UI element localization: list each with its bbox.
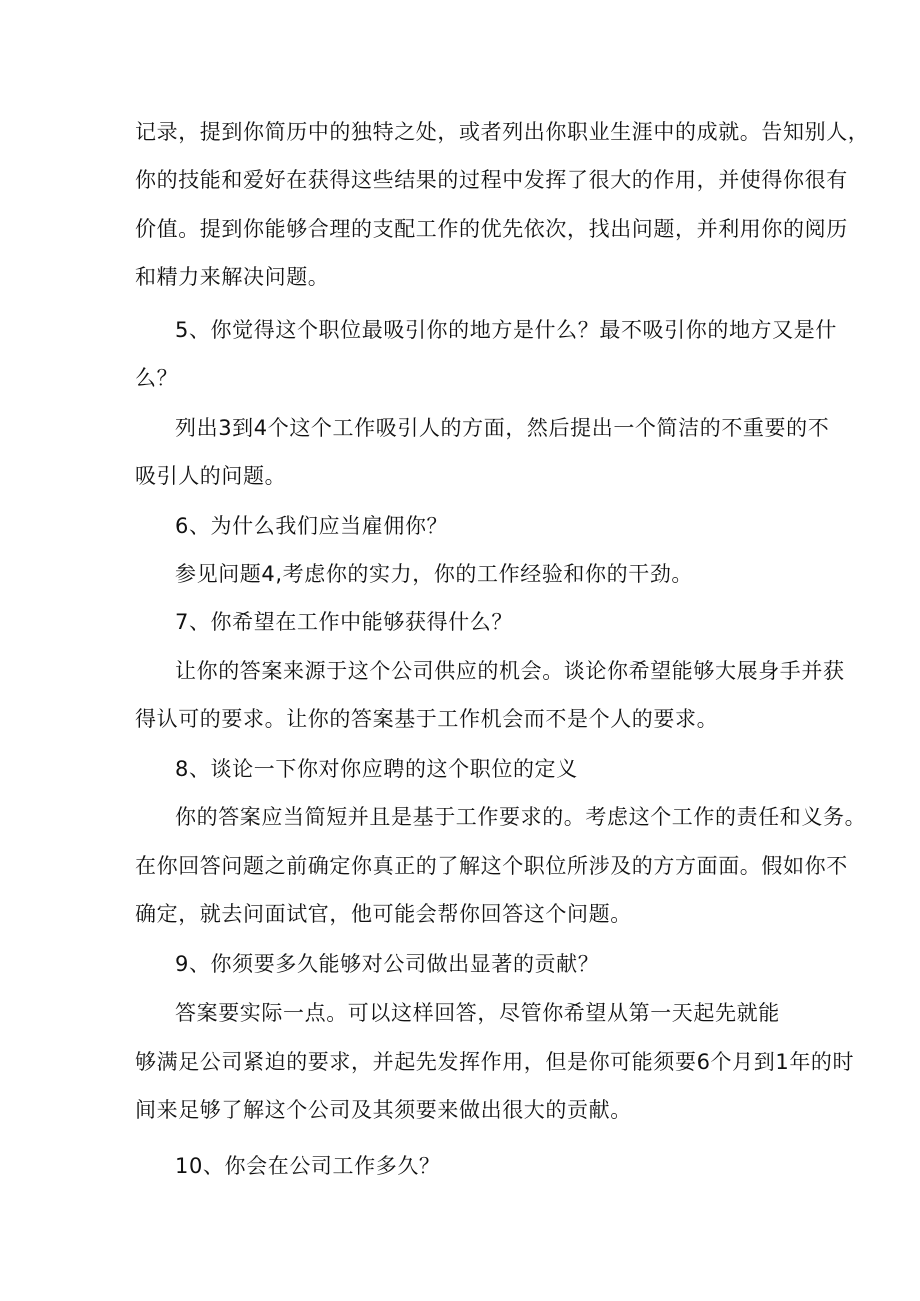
question-heading: 7、你希望在工作中能够获得什么？ [175, 610, 513, 634]
question-heading: 5、你觉得这个职位最吸引你的地方是什么？最不吸引你的地方又是什 [175, 318, 837, 342]
paragraph-line: 在你回答问题之前确定你真正的了解这个职位所涉及的方方面面。假如你不 [135, 854, 848, 878]
paragraph-line: 你的答案应当简短并且是基于工作要求的。考虑这个工作的责任和义务。 [175, 805, 867, 829]
question-heading: 6、为什么我们应当雇佣你？ [175, 514, 449, 538]
paragraph-line: 和精力来解决问题。 [135, 265, 330, 289]
paragraph-line: 参见问题4,考虑你的实力，你的工作经验和你的干劲。 [175, 562, 694, 586]
question-heading: 9、你须要多久能够对公司做出显著的贡献？ [175, 952, 600, 976]
paragraph-line: 吸引人的问题。 [135, 464, 287, 488]
question-heading: 10、你会在公司工作多久？ [175, 1154, 441, 1178]
paragraph-line: 列出3到4个这个工作吸引人的方面，然后提出一个简洁的不重要的不 [175, 416, 830, 440]
paragraph-line: 让你的答案来源于这个公司供应的机会。谈论你希望能够大展身手并获 [175, 659, 845, 683]
paragraph-line: 你的技能和爱好在获得这些结果的过程中发挥了很大的作用，并使得你很有 [135, 168, 848, 192]
question-heading: 么？ [135, 366, 179, 390]
question-heading: 8、谈论一下你对你应聘的这个职位的定义 [175, 757, 578, 781]
paragraph-line: 答案要实际一点。可以这样回答，尽管你希望从第一天起先就能 [175, 1001, 780, 1025]
paragraph-line: 得认可的要求。让你的答案基于工作机会而不是个人的要求。 [135, 707, 719, 731]
paragraph-line: 确定，就去问面试官，他可能会帮你回答这个问题。 [135, 902, 632, 926]
paragraph-line: 够满足公司紧迫的要求，并起先发挥作用，但是你可能须要6个月到1年的时 [135, 1050, 855, 1074]
paragraph-line: 间来足够了解这个公司及其须要来做出很大的贡献。 [135, 1098, 632, 1122]
paragraph-line: 价值。提到你能够合理的支配工作的优先依次，找出问题，并利用你的阅历 [135, 217, 848, 241]
paragraph-line: 记录，提到你简历中的独特之处，或者列出你职业生涯中的成就。告知别人， [135, 120, 870, 144]
